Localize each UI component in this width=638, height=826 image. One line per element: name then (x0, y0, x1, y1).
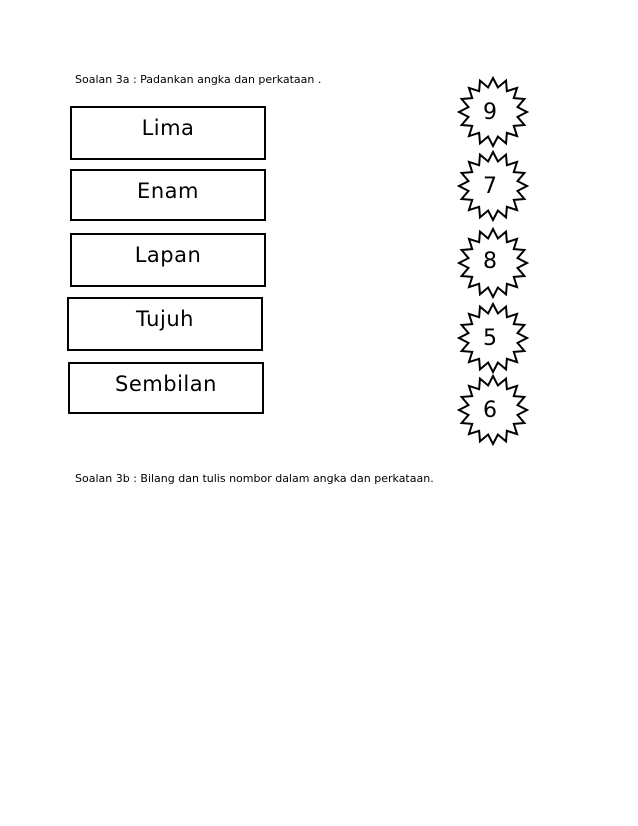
word-label: Sembilan (115, 372, 217, 396)
star-number-label: 5 (483, 326, 497, 351)
word-box-enam[interactable] (70, 169, 266, 221)
word-box-lapan[interactable] (70, 233, 266, 287)
question-3b-text: Soalan 3b : Bilang dan tulis nombor dalam angka dan perkataan. (75, 472, 434, 485)
star-number-9[interactable] (457, 76, 529, 148)
star-number-label: 8 (483, 249, 497, 274)
star-number-label: 6 (483, 398, 497, 423)
star-number-8[interactable] (457, 227, 529, 299)
word-label: Tujuh (136, 307, 194, 331)
word-box-lima[interactable] (70, 106, 266, 160)
word-box-tujuh[interactable] (67, 297, 263, 351)
word-box-sembilan[interactable] (68, 362, 264, 414)
word-label: Enam (137, 179, 199, 203)
question-3a-text: Soalan 3a : Padankan angka dan perkataan . (75, 73, 322, 86)
word-label: Lima (141, 116, 195, 140)
star-number-6[interactable] (457, 374, 529, 446)
star-number-label: 7 (483, 174, 497, 199)
star-number-5[interactable] (457, 302, 529, 374)
star-number-7[interactable] (457, 150, 529, 222)
star-number-label: 9 (483, 100, 497, 125)
word-label: Lapan (134, 243, 202, 267)
